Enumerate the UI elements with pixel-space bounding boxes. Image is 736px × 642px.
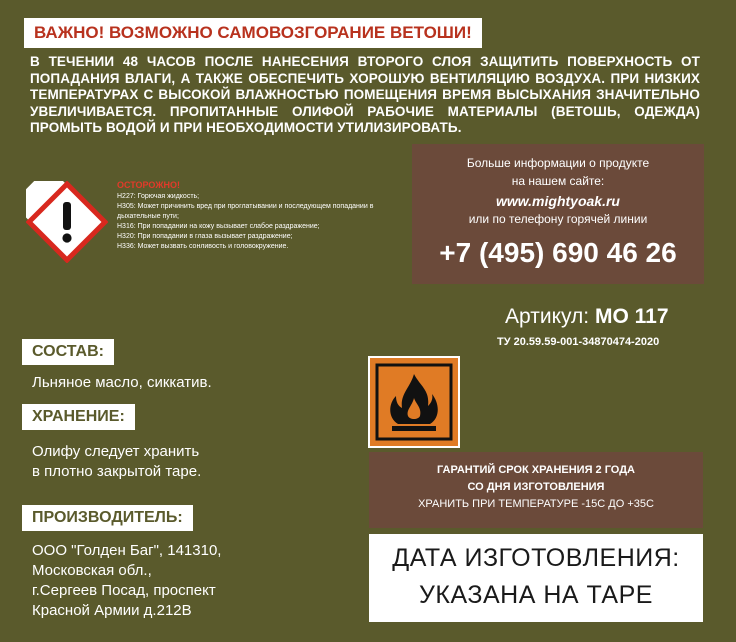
manufacture-date-label: ДАТА ИЗГОТОВЛЕНИЯ: (392, 544, 680, 572)
hazard-item: H320: При попадании в глаза вызывает раздражение; (117, 233, 293, 240)
article-number (505, 305, 669, 329)
producer-line: Московская обл., (32, 562, 152, 579)
storage-text (32, 442, 201, 482)
info-line: на нашем сайте: (511, 174, 605, 188)
composition-text: Льняное масло, сиккатив. (32, 374, 212, 391)
info-line: Больше информации о продукте (466, 156, 650, 170)
flammable-flame-icon (370, 358, 458, 446)
info-line: или по телефону горячей линии (468, 212, 648, 226)
producer-line: Красной Армии д.212В (32, 602, 192, 619)
hazard-item: H316: При попадании на кожу вызывает слабое раздражение; (117, 223, 320, 230)
storage-line: в плотно закрытой таре. (32, 463, 202, 480)
exclamation-ghs-icon (26, 181, 108, 263)
article-code: МО 117 (594, 305, 669, 328)
warning-title: ВАЖНО! ВОЗМОЖНО САМОВОЗГОРАНИЕ ВЕТОШИ! (24, 18, 482, 48)
flammable-sign (368, 356, 460, 448)
tech-spec: ТУ 20.59.59-001-34870474-2020 (497, 336, 660, 348)
guarantee-line: СО ДНЯ ИЗГОТОВЛЕНИЯ (467, 481, 605, 493)
storage-temperature: ХРАНИТЬ ПРИ ТЕМПЕРАТУРЕ -15С ДО +35С (418, 498, 654, 510)
producer-line: г.Сергеев Посад, проспект (32, 582, 216, 599)
storage-line: Олифу следует хранить (32, 443, 200, 460)
hotline-phone[interactable]: +7 (495) 690 46 26 (439, 237, 677, 268)
manufacture-date-box (369, 534, 703, 622)
guarantee-box (369, 452, 703, 528)
hazard-item: H227: Горючая жидкость; (117, 193, 200, 200)
article-label: Артикул: (505, 305, 590, 328)
warning-text: В ТЕЧЕНИИ 48 ЧАСОВ ПОСЛЕ НАНЕСЕНИЯ ВТОРОГО СЛОЯ ЗАЩИТИТЬ ПОВЕРХНОСТЬ ОТ ПОПАДАНИЯ ВЛАГИ, А ТАКЖЕ ОБЕСПЕЧИТЬ ХОРОШУЮ ВЕНТИЛЯЦИЮ ВОЗДУХА. ПРИ НИЗКИХ ТЕМПЕРАТУРАХ С ВЫСОКОЙ ВЛАЖНОСТЬЮ ПОМЕЩЕНИЯ ВРЕМЯ ВЫСЫХАНИЯ ЗНАЧИТЕЛЬНО УВЕЛИЧИВАЕТСЯ. ПРОПИТАННЫЕ ОЛИФОЙ РАБОЧИЕ МАТЕРИАЛЫ (ВЕТОШЬ, ОДЕЖДА) ПРОМЫТЬ ВОДОЙ И ПРИ НЕОБХОДИМОСТИ УТИЛИЗИРОВАТЬ. (30, 54, 700, 135)
manufacture-date-value: УКАЗАНА НА ТАРЕ (419, 581, 653, 609)
producer-address (32, 541, 221, 621)
guarantee-line: ГАРАНТИЙ СРОК ХРАНЕНИЯ 2 ГОДА (437, 464, 635, 476)
producer-line: ООО "Голден Баг", 141310, (32, 542, 222, 559)
hazard-title: ОСТОРОЖНО! (117, 180, 180, 190)
hazard-item: H305: Может причинить вред при проглатывании и последующем попадании в дыхательные пути; (117, 203, 374, 220)
hazard-statements (117, 180, 407, 252)
producer-title: ПРОИЗВОДИТЕЛЬ: (22, 505, 193, 531)
website-link[interactable]: www.mightyoak.ru (496, 193, 620, 209)
composition-title: СОСТАВ: (22, 339, 114, 365)
info-box (412, 144, 704, 284)
storage-title: ХРАНЕНИЕ: (22, 404, 135, 430)
hazard-item: H336: Может вызвать сонливость и головокружение. (117, 243, 289, 250)
